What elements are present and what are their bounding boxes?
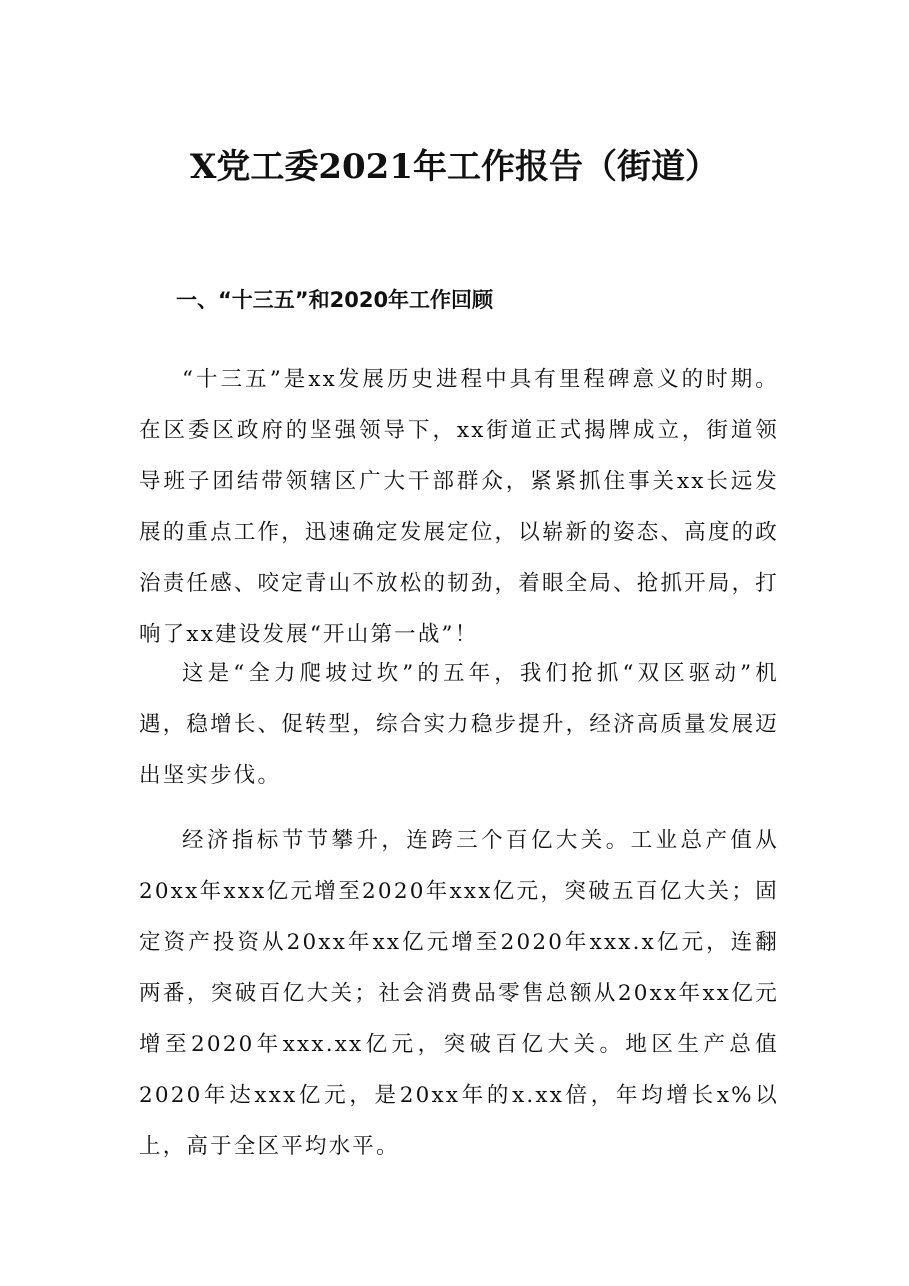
paragraph: 经济指标节节攀升，连跨三个百亿大关。工业总产值从20xx年xxx亿元增至2020年xxx亿元，突破五百亿大关；固定资产投资从20xx年xx亿元增至2020年xxx.x亿元，连翻两番，突破百亿大关；社会消费品零售总额从20xx年xx亿元增至2020年xxx.xx亿元，突破百亿大关。地区生产总值2020年达xxx亿元，是20xx年的x.xx倍，年均增长x%以上，高于全区平均水平。 (139, 827, 779, 1159)
paragraph: “十三五”是xx发展历史进程中具有里程碑意义的时期。在区委区政府的坚强领导下，xx街道正式揭牌成立，街道领导班子团结带领辖区广大干部群众，紧紧抓住事关xx长远发展的重点工作，迅速确定发展定位，以崭新的姿态、高度的政治责任感、咬定青山不放松的韧劲，着眼全局、抢抓开局，打响了xx建设发展“开山第一战”！ (139, 366, 779, 647)
document-title: X党工委2021年工作报告（街道） (189, 147, 719, 187)
paragraph: 这是“全力爬坡过坎”的五年，我们抢抓“双区驱动”机遇，稳增长、促转型，综合实力稳步提升，经济高质量发展迈出坚实步伐。 (139, 660, 779, 788)
section-heading: 一、“十三五”和2020年工作回顾 (176, 288, 494, 312)
